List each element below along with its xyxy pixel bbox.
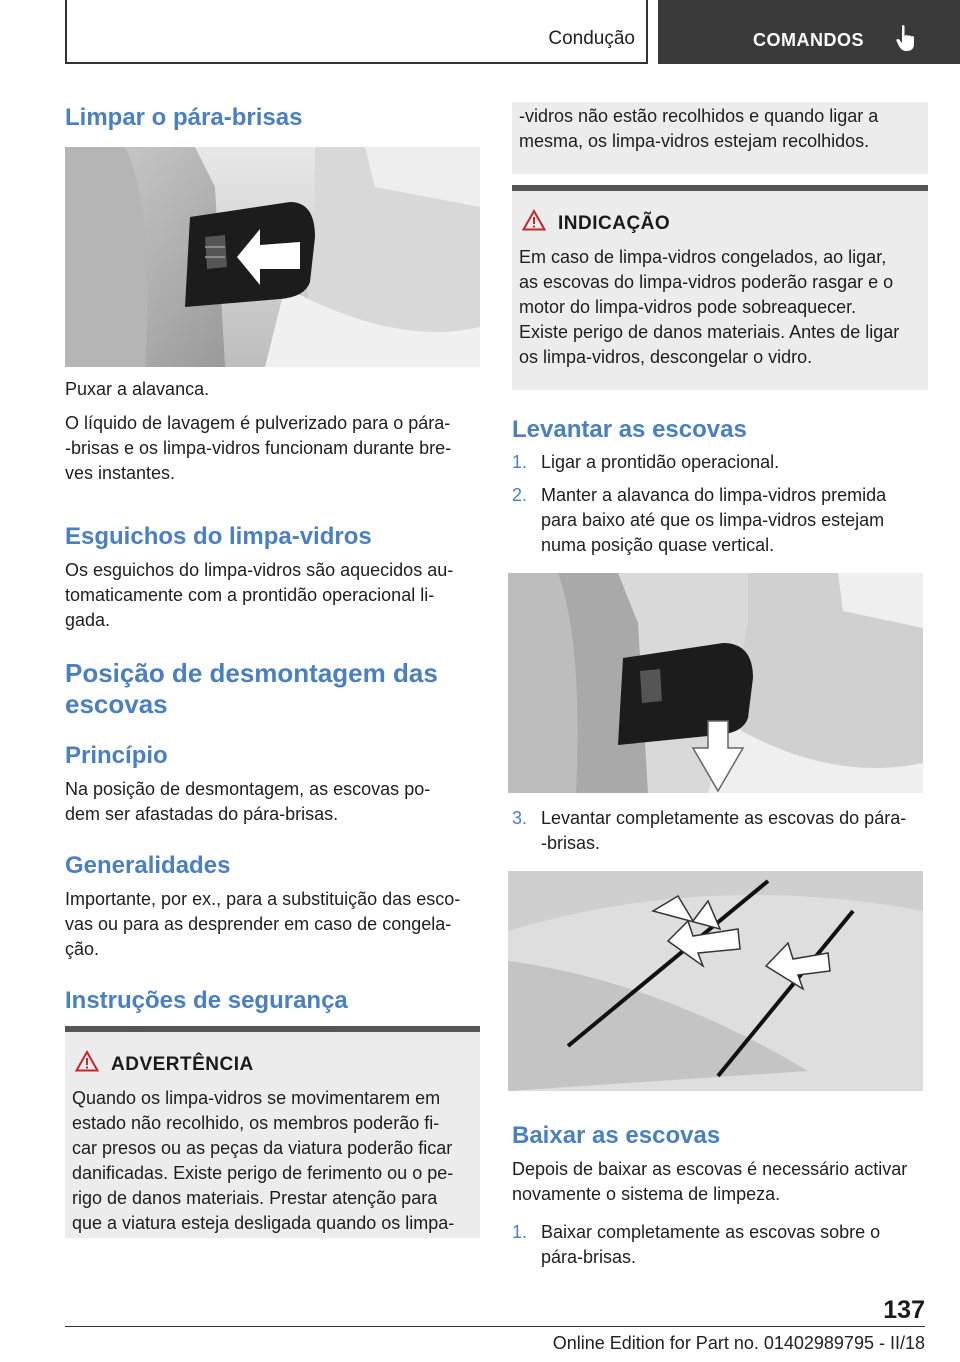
text-line: Importante, por ex., para a substituição das esco-: [65, 889, 461, 909]
text-line: vas ou para as desprender em caso de congela-: [65, 914, 452, 934]
instruction-pull-lever: Puxar a alavanca.: [65, 379, 210, 399]
general-description: [65, 887, 480, 962]
pointing-hand-icon: [895, 24, 917, 57]
text-line: Existe perigo de danos materiais. Antes de ligar: [519, 322, 900, 342]
text-line: gada.: [65, 610, 111, 630]
text-line: dem ser afastadas do pára-brisas.: [65, 804, 339, 824]
text-line: car presos ou as peças da viatura poderão ficar: [72, 1138, 453, 1158]
wiper-stalk-pull-photo: [65, 147, 480, 367]
text-line: ves instantes.: [65, 463, 176, 483]
subheading-general: Generalidades: [65, 852, 231, 879]
step-number: 1.: [512, 1222, 528, 1242]
note-text: [519, 245, 927, 370]
page-number: 137: [883, 1296, 925, 1324]
text-line: mesma, os limpa-vidros estejam recolhidos.: [519, 131, 870, 151]
text-line: para baixo até que os limpa-vidros estejam: [541, 510, 885, 530]
note-title: INDICAÇÃO: [558, 213, 671, 234]
lower-description: [512, 1157, 928, 1207]
section-heading-raise-wipers: Levantar as escovas: [512, 416, 747, 443]
edition-note: Online Edition for Part no. 01402989795 - II/18: [552, 1333, 925, 1353]
text-line: as escovas do limpa-vidros poderão rasgar e o: [519, 272, 894, 292]
warning-box-continued: [512, 102, 928, 174]
chapter-tab-label: COMANDOS: [753, 30, 864, 50]
step-number: 3.: [512, 808, 528, 828]
subheading-safety: Instruções de segurança: [65, 987, 348, 1014]
raise-step-1: [512, 450, 928, 475]
section-heading-removal-position: [65, 658, 438, 720]
warning-triangle-icon: [522, 209, 546, 236]
text-line: danificadas. Existe perigo de ferimento ou o pe-: [72, 1163, 454, 1183]
text-line: O líquido de lavagem é pulverizado para o pára-: [65, 413, 451, 433]
section-heading-clean-windshield: Limpar o pára-brisas: [65, 104, 303, 131]
section-title: Condução: [548, 28, 635, 49]
text-line: -vidros não estão recolhidos e quando ligar a: [519, 106, 879, 126]
lower-step-1: [512, 1220, 928, 1270]
subheading-principle: Princípio: [65, 742, 168, 769]
text-line: rigo de danos materiais. Prestar atenção para: [72, 1188, 438, 1208]
heading-line: escovas: [65, 689, 168, 719]
text-line: que a viatura esteja desligada quando os limpa-: [72, 1213, 455, 1233]
washer-jets-description: [65, 558, 480, 633]
warning-continued-text: [519, 104, 927, 154]
warning-title: ADVERTÊNCIA: [111, 1054, 254, 1075]
raise-step-3: [512, 806, 928, 856]
text-line: Na posição de desmontagem, as escovas po-: [65, 779, 431, 799]
principle-description: [65, 777, 480, 827]
wiper-blades-lift-photo: [508, 871, 923, 1091]
text-line: pára-brisas.: [541, 1247, 637, 1267]
text-line: motor do limpa-vidros pode sobreaquecer.: [519, 297, 857, 317]
text-line: Levantar completamente as escovas do pára-: [541, 808, 907, 828]
wiper-stalk-press-down-photo: [508, 573, 923, 793]
note-box: [512, 191, 928, 390]
text-line: tomaticamente com a prontidão operacional li-: [65, 585, 435, 605]
text-line: Depois de baixar as escovas é necessário activar: [512, 1159, 908, 1179]
section-heading-lower-wipers: Baixar as escovas: [512, 1122, 721, 1149]
warning-text: [72, 1086, 480, 1236]
washer-description: [65, 411, 480, 486]
text-line: Ligar a prontidão operacional.: [541, 452, 780, 472]
section-heading-washer-jets: Esguichos do limpa-vidros: [65, 523, 372, 550]
text-line: -brisas e os limpa-vidros funcionam durante bre-: [65, 438, 452, 458]
text-line: estado não recolhido, os membros poderão fi-: [72, 1113, 440, 1133]
text-line: novamente o sistema de limpeza.: [512, 1184, 781, 1204]
chapter-tab: [658, 0, 960, 64]
text-line: numa posição quase vertical.: [541, 535, 775, 555]
text-line: ção.: [65, 939, 100, 959]
raise-step-2: [512, 483, 928, 558]
text-line: Os esguichos do limpa-vidros são aquecidos au-: [65, 560, 454, 580]
step-number: 1.: [512, 452, 528, 472]
warning-triangle-icon: [75, 1050, 99, 1077]
heading-line: Posição de desmontagem das: [65, 658, 438, 688]
text-line: os limpa-vidros, descongelar o vidro.: [519, 347, 813, 367]
footer-divider: [65, 1326, 925, 1327]
text-line: Manter a alavanca do limpa-vidros premida: [541, 485, 887, 505]
text-line: Em caso de limpa-vidros congelados, ao ligar,: [519, 247, 887, 267]
step-number: 2.: [512, 485, 528, 505]
text-line: -brisas.: [541, 833, 601, 853]
text-line: Quando os limpa-vidros se movimentarem em: [72, 1088, 441, 1108]
text-line: Baixar completamente as escovas sobre o: [541, 1222, 881, 1242]
warning-box: [65, 1032, 480, 1238]
